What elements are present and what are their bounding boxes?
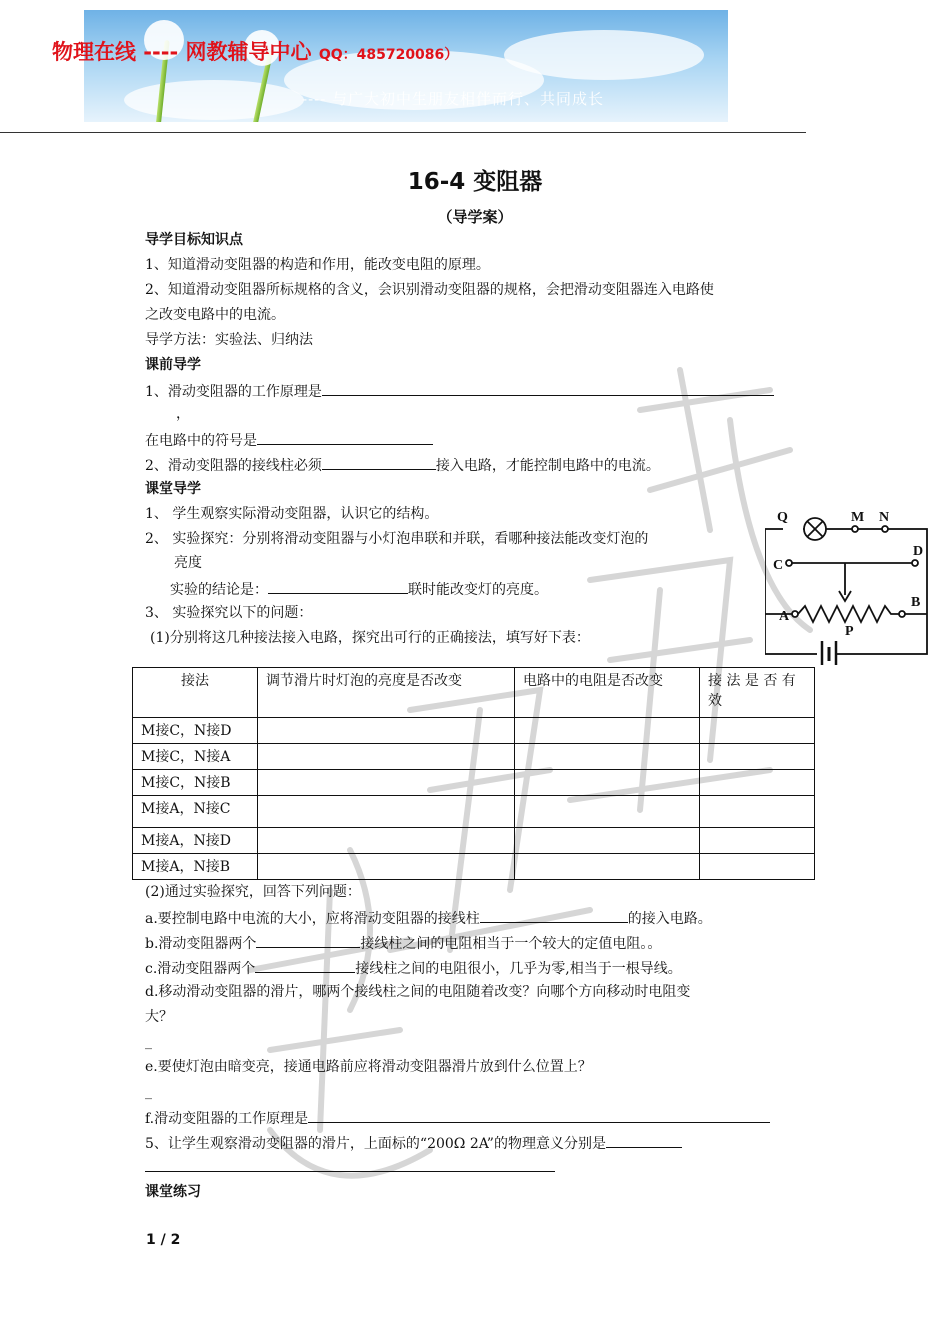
table-row bbox=[133, 828, 815, 854]
class-2-conclusion bbox=[170, 578, 548, 600]
section-class-heading: 课堂导学 bbox=[145, 481, 201, 497]
table-header-cell: 接法 bbox=[133, 668, 258, 718]
label-d: D bbox=[913, 544, 924, 559]
answer-cell[interactable] bbox=[258, 854, 515, 880]
question-a-tail: 的接入电路。 bbox=[627, 911, 712, 927]
question-a-text: a.要控制电路中电流的大小，应将滑动变阻器的接线柱 bbox=[145, 911, 480, 927]
class-2-line2: 亮度 bbox=[174, 555, 202, 571]
table-cell: M接A，N接C bbox=[133, 796, 258, 828]
pre-2-text-a: 2、滑动变阻器的接线柱必须 bbox=[145, 458, 322, 474]
label-c: C bbox=[773, 558, 784, 573]
table-row bbox=[133, 718, 815, 744]
circuit-diagram bbox=[765, 505, 935, 665]
label-q: Q bbox=[777, 510, 788, 525]
table-header-row bbox=[133, 668, 815, 718]
question-e-answer[interactable]: _ bbox=[145, 1084, 152, 1100]
answer-blank[interactable] bbox=[308, 1107, 770, 1123]
table-header-cell: 接 法 是 否 有 效 bbox=[700, 668, 815, 718]
question-c bbox=[145, 957, 682, 979]
label-m: M bbox=[851, 510, 865, 525]
class-2-line1: 2、 实验探究：分别将滑动变阻器与小灯泡串联和并联，看哪种接法能改变灯泡的 bbox=[145, 531, 649, 547]
question-f-text: f.滑动变阻器的工作原理是 bbox=[145, 1111, 309, 1127]
method: 导学方法：实验法、归纳法 bbox=[145, 332, 313, 348]
answer-cell[interactable] bbox=[515, 854, 700, 880]
brand-name: 物理在线 ---- 网教辅导中心 bbox=[52, 40, 312, 64]
answer-blank[interactable] bbox=[606, 1132, 682, 1148]
header-divider bbox=[0, 132, 806, 133]
answer-cell[interactable] bbox=[258, 718, 515, 744]
question-f bbox=[145, 1107, 770, 1129]
question-b-text: b.滑动变阻器两个 bbox=[145, 936, 257, 952]
question-5-text: 5、让学生观察滑动变阻器的滑片，上面标的“200Ω 2A”的物理意义分别是 bbox=[145, 1136, 606, 1152]
answer-cell[interactable] bbox=[258, 828, 515, 854]
answer-cell[interactable] bbox=[258, 796, 515, 828]
table-cell: M接A，N接D bbox=[133, 828, 258, 854]
brand-title bbox=[52, 36, 458, 66]
page-title: 16-4 变阻器 bbox=[407, 169, 543, 195]
label-b: B bbox=[911, 595, 921, 610]
answer-cell[interactable] bbox=[258, 744, 515, 770]
goal-1: 1、知道滑动变阻器的构造和作用，能改变电阻的原理。 bbox=[145, 257, 490, 273]
question-c-text: c.滑动变阻器两个 bbox=[145, 961, 256, 977]
conclusion-text-b: 联时能改变灯的亮度。 bbox=[408, 582, 548, 598]
table-cell: M接C，N接B bbox=[133, 770, 258, 796]
answer-cell[interactable] bbox=[700, 744, 815, 770]
label-a: A bbox=[779, 609, 790, 624]
answer-blank[interactable] bbox=[322, 380, 774, 396]
answer-cell[interactable] bbox=[515, 744, 700, 770]
page-subtitle: （导学案） bbox=[437, 208, 513, 226]
question-2-intro: (2)通过实验探究，回答下列问题： bbox=[145, 884, 361, 900]
answer-cell[interactable] bbox=[700, 770, 815, 796]
answer-blank[interactable] bbox=[322, 454, 436, 470]
answer-blank[interactable] bbox=[257, 429, 433, 445]
table-cell: M接C，N接D bbox=[133, 718, 258, 744]
question-5 bbox=[145, 1132, 682, 1154]
section-goal-heading: 导学目标知识点 bbox=[145, 232, 243, 248]
question-d-line1: d.移动滑动变阻器的滑片，哪两个接线柱之间的电阻随着改变？向哪个方向移动时电阻变 bbox=[145, 984, 691, 1000]
answer-blank[interactable] bbox=[256, 932, 360, 948]
table-row bbox=[133, 770, 815, 796]
table-row bbox=[133, 854, 815, 880]
question-d-line2: 大？ bbox=[145, 1009, 173, 1025]
table-header-cell: 电路中的电阻是否改变 bbox=[515, 668, 700, 718]
question-d-answer[interactable]: _ bbox=[145, 1034, 152, 1050]
answer-cell[interactable] bbox=[700, 854, 815, 880]
question-c-tail: 接线柱之间的电阻很小，几乎为零,相当于一根导线。 bbox=[355, 961, 682, 977]
slogan: ---- 与广大初中生朋友相伴而行、共同成长 bbox=[302, 90, 605, 108]
table-row bbox=[133, 796, 815, 828]
label-p: P bbox=[845, 624, 854, 639]
answer-cell[interactable] bbox=[700, 796, 815, 828]
table-header-cell: 调节滑片时灯泡的亮度是否改变 bbox=[258, 668, 515, 718]
conclusion-text-a: 实验的结论是： bbox=[170, 582, 268, 598]
table-row bbox=[133, 744, 815, 770]
answer-cell[interactable] bbox=[515, 796, 700, 828]
class-3-sub1: (1)分别将这几种接法接入电路，探究出可行的正确接法，填写好下表： bbox=[150, 630, 590, 646]
qq-number: QQ：485720086） bbox=[318, 47, 459, 63]
question-a bbox=[145, 907, 712, 929]
class-3: 3、 实验探究以下的问题： bbox=[145, 605, 313, 621]
pre-1b bbox=[145, 429, 433, 451]
question-b-tail: 接线柱之间的电阻相当于一个较大的定值电阻。。 bbox=[360, 936, 662, 952]
goal-2-line1: 2、知道滑动变阻器所标规格的含义，会识别滑动变阻器的规格，会把滑动变阻器连入电路使 bbox=[145, 282, 714, 298]
label-n: N bbox=[879, 510, 890, 525]
goal-2-line2: 之改变电路中的电流。 bbox=[145, 307, 285, 323]
answer-cell[interactable] bbox=[515, 770, 700, 796]
pre-2 bbox=[145, 454, 660, 476]
answer-cell[interactable] bbox=[515, 828, 700, 854]
practice-heading: 课堂练习 bbox=[145, 1184, 201, 1200]
table-cell: M接A，N接B bbox=[133, 854, 258, 880]
pre-1-comma: ， bbox=[176, 406, 190, 422]
question-b bbox=[145, 932, 661, 954]
table-cell: M接C，N接A bbox=[133, 744, 258, 770]
pre-2-text-b: 接入电路，才能控制电路中的电流。 bbox=[435, 458, 660, 474]
answer-blank[interactable] bbox=[268, 578, 408, 594]
answer-blank[interactable] bbox=[480, 907, 628, 923]
experiment-table bbox=[132, 667, 815, 880]
page-number: 1 / 2 bbox=[146, 1232, 181, 1248]
pre-1-text: 1、滑动变阻器的工作原理是 bbox=[145, 384, 322, 400]
pre-1 bbox=[145, 380, 774, 402]
answer-cell[interactable] bbox=[515, 718, 700, 744]
class-1: 1、 学生观察实际滑动变阻器，认识它的结构。 bbox=[145, 506, 439, 522]
answer-line[interactable] bbox=[145, 1171, 555, 1172]
pre-1b-text: 在电路中的符号是 bbox=[145, 433, 257, 449]
answer-blank[interactable] bbox=[255, 957, 355, 973]
section-pre-heading: 课前导学 bbox=[145, 357, 201, 373]
answer-cell[interactable] bbox=[700, 828, 815, 854]
answer-cell[interactable] bbox=[700, 718, 815, 744]
question-e: e.要使灯泡由暗变亮，接通电路前应将滑动变阻器滑片放到什么位置上？ bbox=[145, 1059, 592, 1075]
answer-cell[interactable] bbox=[258, 770, 515, 796]
